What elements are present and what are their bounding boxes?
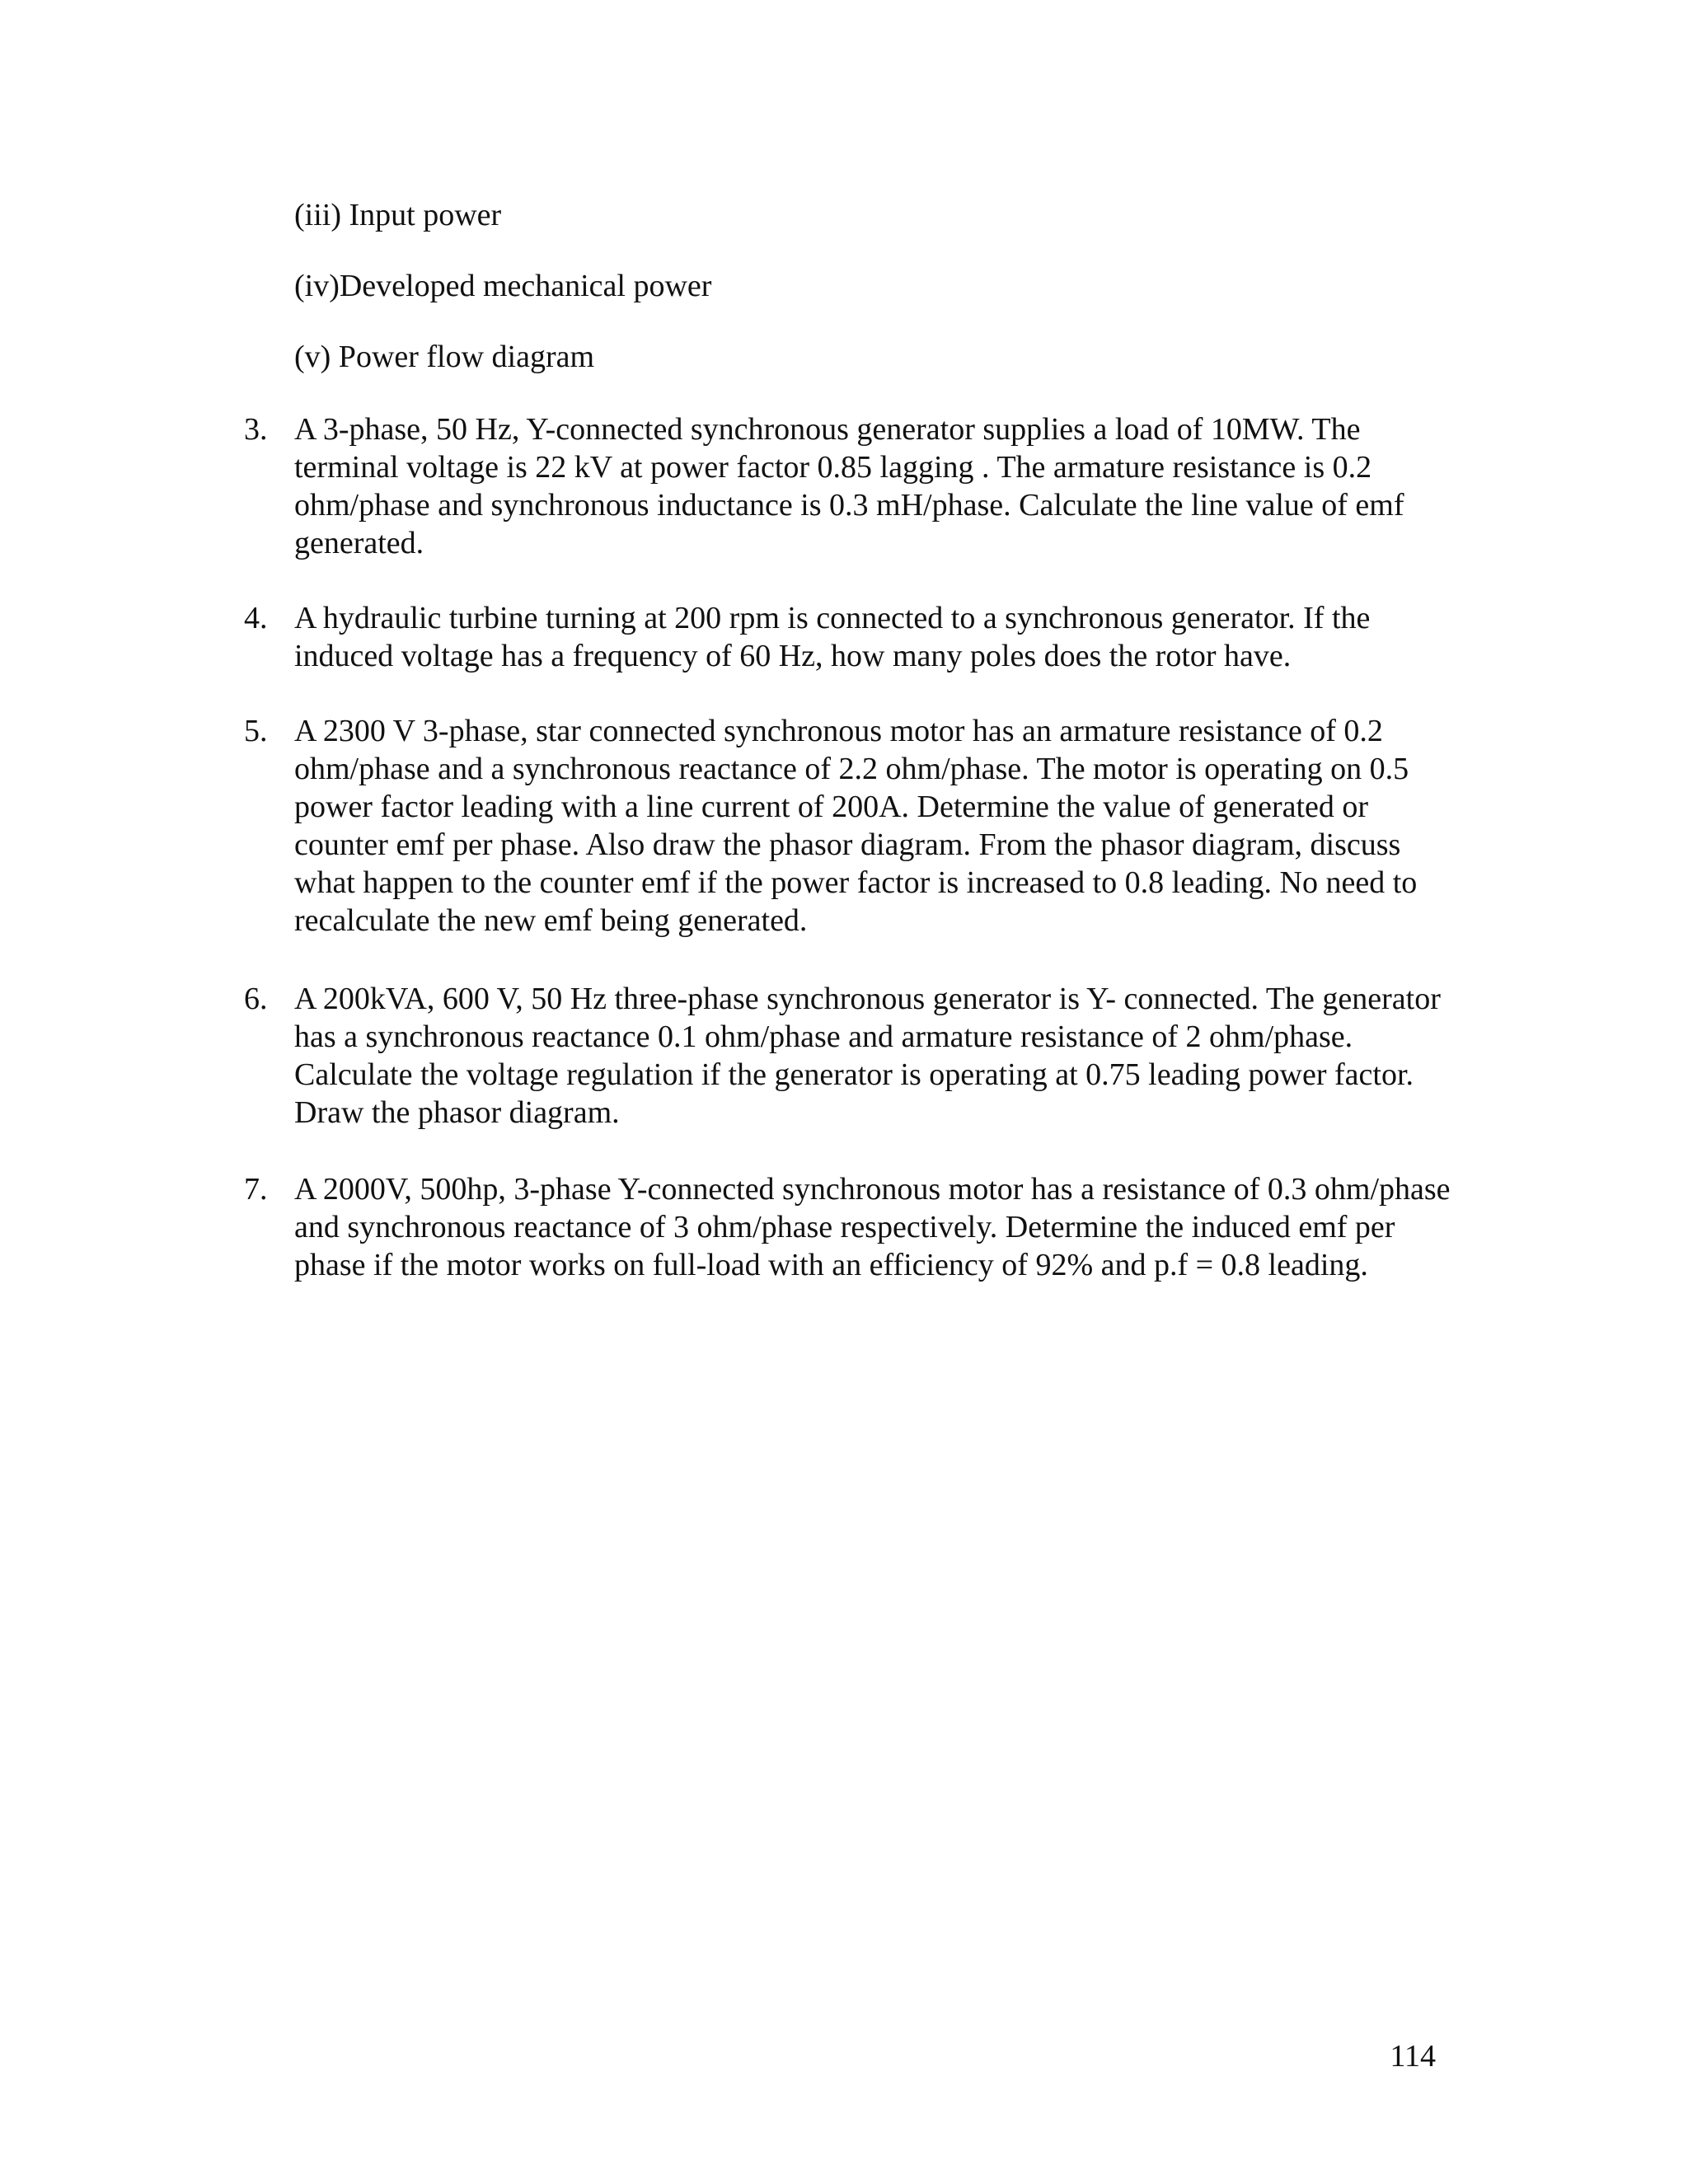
question-6 [244, 980, 1456, 1132]
question-4 [244, 599, 1456, 675]
subitem-v: (v) Power flow diagram [294, 340, 595, 374]
question-number: 3. [244, 412, 268, 447]
question-text: A 2300 V 3-phase, star connected synchronous motor has an armature resistance of 0.2 ohm/phase and a synchronous reactance of 2.2 ohm/phase. The motor is operating on 0.5 power factor leading with a line current of 200A. Determine the value of generated or counter emf per phase. Also draw the phasor diagram. From the phasor diagram, discuss what happen to the counter emf if the power factor is increased to 0.8 leading. No need to recalculate the new emf being generated. [294, 714, 1418, 938]
question-number: 7. [244, 1172, 268, 1207]
question-5 [244, 712, 1456, 940]
subitem-iii: (iii) Input power [294, 198, 502, 232]
page-number: 114 [1390, 2039, 1436, 2074]
question-number: 6. [244, 982, 268, 1016]
question-number: 5. [244, 714, 268, 748]
question-text: A 3-phase, 50 Hz, Y-connected synchronous generator supplies a load of 10MW. The terminal voltage is 22 kV at power factor 0.85 lagging . The armature resistance is 0.2 ohm/phase and synchronous inductance is 0.3 mH/phase. Calculate the line value of emf generated. [294, 412, 1404, 560]
question-number: 4. [244, 601, 268, 635]
question-7 [244, 1170, 1456, 1284]
question-text: A 200kVA, 600 V, 50 Hz three-phase synchronous generator is Y- connected. The generator has a synchronous reactance 0.1 ohm/phase and armature resistance of 2 ohm/phase. Calculate the voltage regulation if the generator is operating at 0.75 leading power factor. Draw the phasor diagram. [294, 982, 1441, 1130]
question-text: A hydraulic turbine turning at 200 rpm is connected to a synchronous generator. If the induced voltage has a frequency of 60 Hz, how many poles does the rotor have. [294, 601, 1371, 673]
question-3 [244, 410, 1456, 562]
subitem-iv: (iv)Developed mechanical power [294, 269, 712, 303]
question-text: A 2000V, 500hp, 3-phase Y-connected synchronous motor has a resistance of 0.3 ohm/phase and synchronous reactance of 3 ohm/phase respectively. Determine the induced emf per phase if the motor works on full-load with an efficiency of 92% and p.f = 0.8 leading. [294, 1172, 1451, 1282]
